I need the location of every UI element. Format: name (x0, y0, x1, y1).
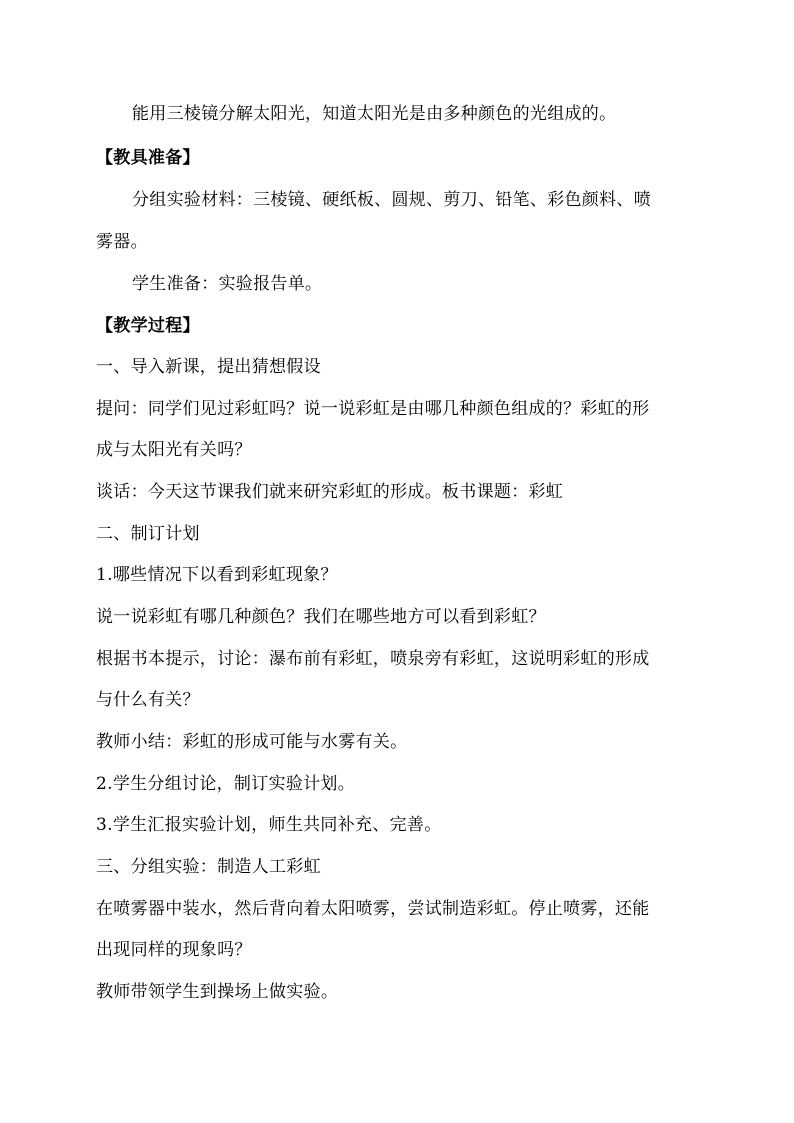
question-text: 提问：同学们见过彩虹吗？说一说彩虹是由哪几种颜色组成的？彩虹的形 (96, 399, 650, 419)
teacher-leads-text: 教师带领学生到操场上做实验。 (96, 982, 339, 1002)
rainbow-colors-text: 说一说彩虹有哪几种颜色？我们在哪些地方可以看到彩虹？ (96, 607, 546, 627)
step-one-heading: 一、导入新课，提出猜想假设 (96, 357, 321, 377)
discussion-text: 根据书本提示，讨论：瀑布前有彩虹，喷泉旁有彩虹，这说明彩虹的形成 (96, 649, 650, 669)
item-one: 1.哪些情况下以看到彩虹现象？ (96, 565, 338, 585)
materials-text-cont: 雾器。 (96, 232, 148, 252)
discussion-text-cont: 与什么有关？ (96, 690, 200, 710)
section-heading-process: 【教学过程】 (96, 316, 200, 336)
teacher-summary: 教师小结：彩虹的形成可能与水雾有关。 (96, 732, 408, 752)
student-prep-text: 学生准备：实验报告单。 (132, 274, 323, 294)
step-three-heading: 三、分组实验：制造人工彩虹 (96, 857, 321, 877)
step-two-heading: 二、制订计划 (96, 524, 200, 544)
experiment-text-cont: 出现同样的现象吗？ (96, 940, 252, 960)
item-two: 2.学生分组讨论，制订实验计划。 (96, 774, 356, 794)
section-heading-materials: 【教具准备】 (96, 148, 200, 168)
materials-text: 分组实验材料：三棱镜、硬纸板、圆规、剪刀、铅笔、彩色颜料、喷 (132, 190, 651, 210)
experiment-text: 在喷雾器中装水，然后背向着太阳喷雾，尝试制造彩虹。停止喷雾，还能 (96, 899, 650, 919)
objective-text: 能用三棱镜分解太阳光，知道太阳光是由多种颜色的光组成的。 (132, 104, 617, 124)
question-text-cont: 成与太阳光有关吗？ (96, 440, 252, 460)
item-three: 3.学生汇报实验计划，师生共同补充、完善。 (96, 815, 442, 835)
talk-text: 谈话：今天这节课我们就来研究彩虹的形成。板书课题：彩虹 (96, 482, 564, 502)
